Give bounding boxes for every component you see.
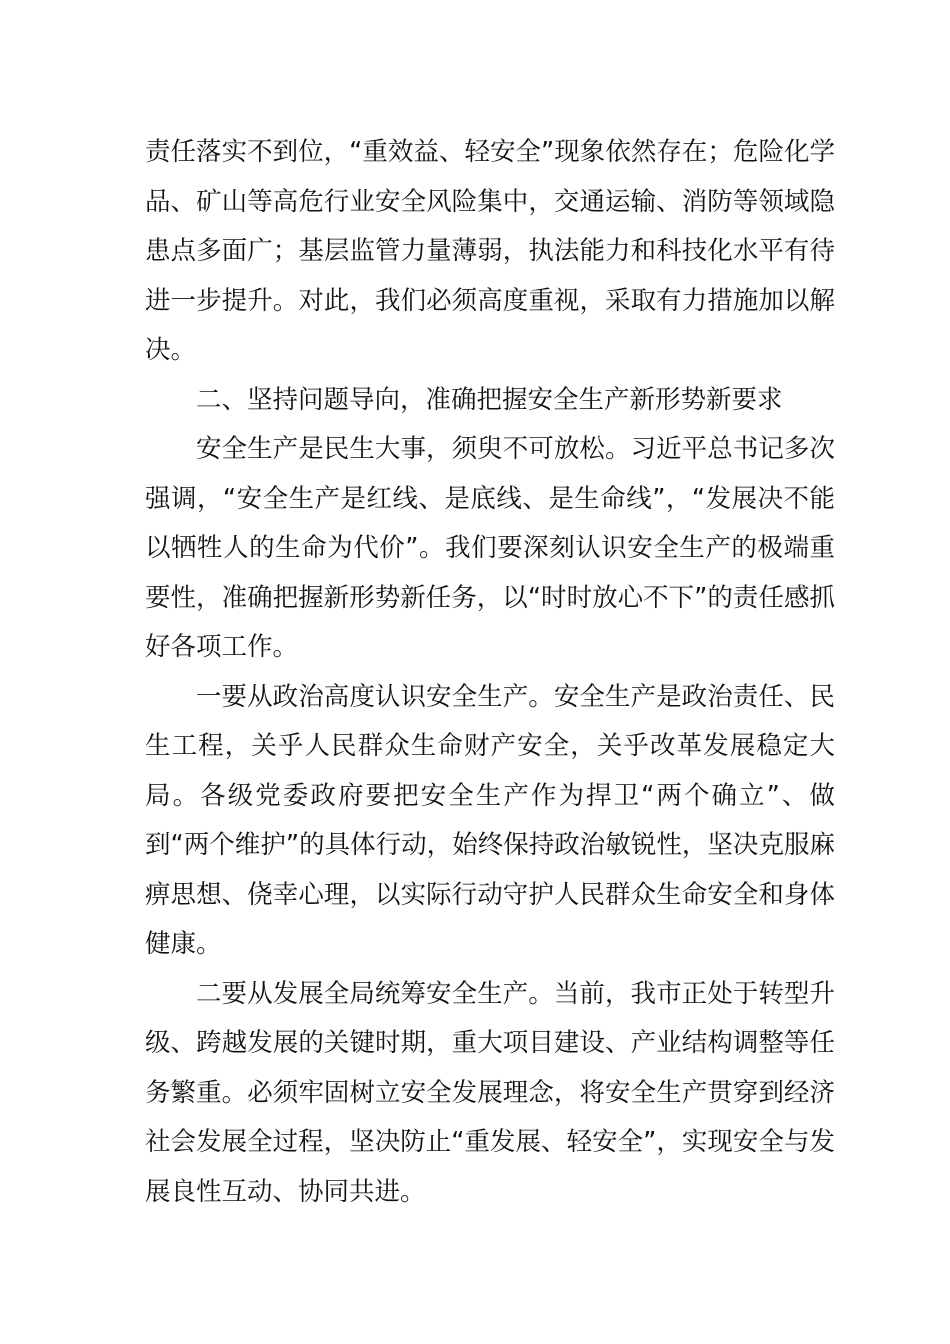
paragraph-point-two: 二要从发展全局统筹安全生产。当前，我市正处于转型升级、跨越发展的关键时期，重大项目建设、产业结构调整等任务繁重。必须牢固树立安全发展理念，将安全生产贯穿到经济社会发展全过程，坚决防止“重发展、轻安全”，实现安全与发展良性互动、协同共进。 — [145, 978, 835, 1207]
paragraph-intro: 安全生产是民生大事，须臾不可放松。习近平总书记多次强调，“安全生产是红线、是底线、是生命线”，“发展决不能以牺牲人的生命为代价”。我们要深刻认识安全生产的极端重要性，准确把握新形势新任务，以“时时放心不下”的责任感抓好各项工作。 — [145, 434, 835, 662]
document-body — [145, 128, 835, 1217]
paragraph-continuation: 责任落实不到位，“重效益、轻安全”现象依然存在；危险化学品、矿山等高危行业安全风险集中，交通运输、消防等领域隐患点多面广；基层监管力量薄弱，执法能力和科技化水平有待进一步提升。对此，我们必须高度重视，采取有力措施加以解决。 — [145, 137, 835, 365]
paragraph-point-one: 一要从政治高度认识安全生产。安全生产是政治责任、民生工程，关乎人民群众生命财产安全，关乎改革发展稳定大局。各级党委政府要把安全生产作为捍卫“两个确立”、做到“两个维护”的具体行动，始终保持政治敏锐性，坚决克服麻痹思想、侥幸心理，以实际行动守护人民群众生命安全和身体健康。 — [145, 681, 835, 959]
section-heading: 二、坚持问题导向，准确把握安全生产新形势新要求 — [196, 384, 783, 415]
